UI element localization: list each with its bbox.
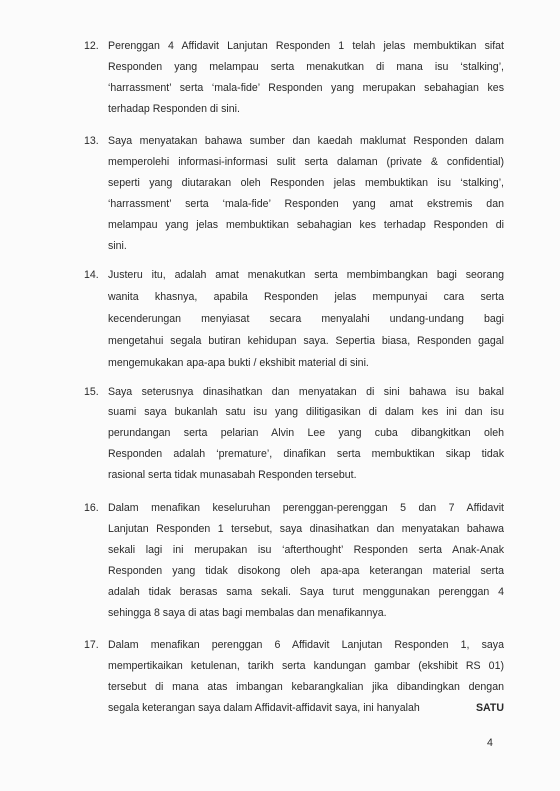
paragraph-line: mempertikaikan ketulenan, tarikh serta kandungan gambar (ekshibit RS 01) xyxy=(108,660,504,672)
paragraph-line: sini. xyxy=(108,240,127,252)
paragraph-line: sehingga 8 saya di atas bagi membalas dan menafikannya. xyxy=(108,607,387,619)
paragraph-line: mengetahui segala butiran kehidupan saya. Sepertia biasa, Responden gagal xyxy=(108,335,504,347)
paragraph-line: adalah tidak berasas sama sekali. Saya turut menggunakan perenggan 4 xyxy=(108,586,504,598)
paragraph-line: Perenggan 4 Affidavit Lanjutan Responden 1 telah jelas membuktikan sifat xyxy=(108,40,504,52)
paragraph-line xyxy=(108,702,504,714)
paragraph-line: melampau yang jelas membuktikan sebahagian kes terhadap Responden di xyxy=(108,219,504,231)
paragraph-line: perundangan serta pelarian Alvin Lee yang cuba dibangkitkan oleh xyxy=(108,427,504,439)
paragraph-line: kecenderungan menyiasat secara menyalahi undang-undang bagi xyxy=(108,313,504,325)
paragraph-line: Responden yang melampau serta menakutkan di mana isu ‘stalking’, xyxy=(108,61,504,73)
paragraph-line: rasional serta tidak munasabah Responden tersebut. xyxy=(108,469,357,481)
paragraph-line: sekali lagi ini merupakan isu ‘afterthought’ Responden serta Anak-Anak xyxy=(108,544,504,556)
page-number: 4 xyxy=(487,737,493,749)
paragraph-line: mengemukakan apa-apa bukti / ekshibit material di sini. xyxy=(108,357,369,369)
paragraph-number: 13. xyxy=(84,135,99,147)
paragraph-line: seperti yang diutarakan oleh Responden jelas membuktikan isu ‘stalking’, xyxy=(108,177,504,189)
bold-emphasis: SATU xyxy=(475,702,504,714)
paragraph-line: Saya seterusnya dinasihatkan dan menyatakan di sini bahawa isu bakal xyxy=(108,386,504,398)
paragraph-number: 15. xyxy=(84,386,99,398)
paragraph-line: ‘harrassment’ serta ‘mala-fide’ Responden yang amat ekstremis dan xyxy=(108,198,504,210)
paragraph-number: 12. xyxy=(84,40,99,52)
paragraph-line: tersebut di mana atas imbangan kebarangkalian jika dibandingkan dengan xyxy=(108,681,504,693)
paragraph-number: 17. xyxy=(84,639,99,651)
paragraph-line: Saya menyatakan bahawa sumber dan kaedah maklumat Responden dalam xyxy=(108,135,504,147)
paragraph-line: Dalam menafikan keseluruhan perenggan-perenggan 5 dan 7 Affidavit xyxy=(108,502,504,514)
paragraph-number: 16. xyxy=(84,502,99,514)
paragraph-line: memperolehi informasi-informasi sulit serta dalaman (private & confidential) xyxy=(108,156,504,168)
paragraph-line: ‘harrassment’ serta ‘mala-fide’ Responden yang merupakan sebahagian kes xyxy=(108,82,504,94)
paragraph-line-text: segala keterangan saya dalam Affidavit-affidavit saya, ini hanyalah xyxy=(108,702,420,714)
paragraph-line: suami saya bukanlah satu isu yang dilitigasikan di dalam kes ini dan isu xyxy=(108,406,504,418)
paragraph-line: Dalam menafikan perenggan 6 Affidavit Lanjutan Responden 1, saya xyxy=(108,639,504,651)
paragraph-line: Responden yang tidak disokong oleh apa-apa keterangan material serta xyxy=(108,565,504,577)
paragraph-number: 14. xyxy=(84,269,99,281)
paragraph-line: Lanjutan Responden 1 tersebut, saya dinasihatkan dan menyatakan bahawa xyxy=(108,523,504,535)
paragraph-line: Justeru itu, adalah amat menakutkan serta membimbangkan bagi seorang xyxy=(108,269,504,281)
paragraph-line: Responden adalah ‘premature’, dinafikan serta membuktikan sikap tidak xyxy=(108,448,504,460)
paragraph-line: wanita khasnya, apabila Responden jelas mempunyai cara serta xyxy=(108,291,504,303)
paragraph-line: terhadap Responden di sini. xyxy=(108,103,240,115)
